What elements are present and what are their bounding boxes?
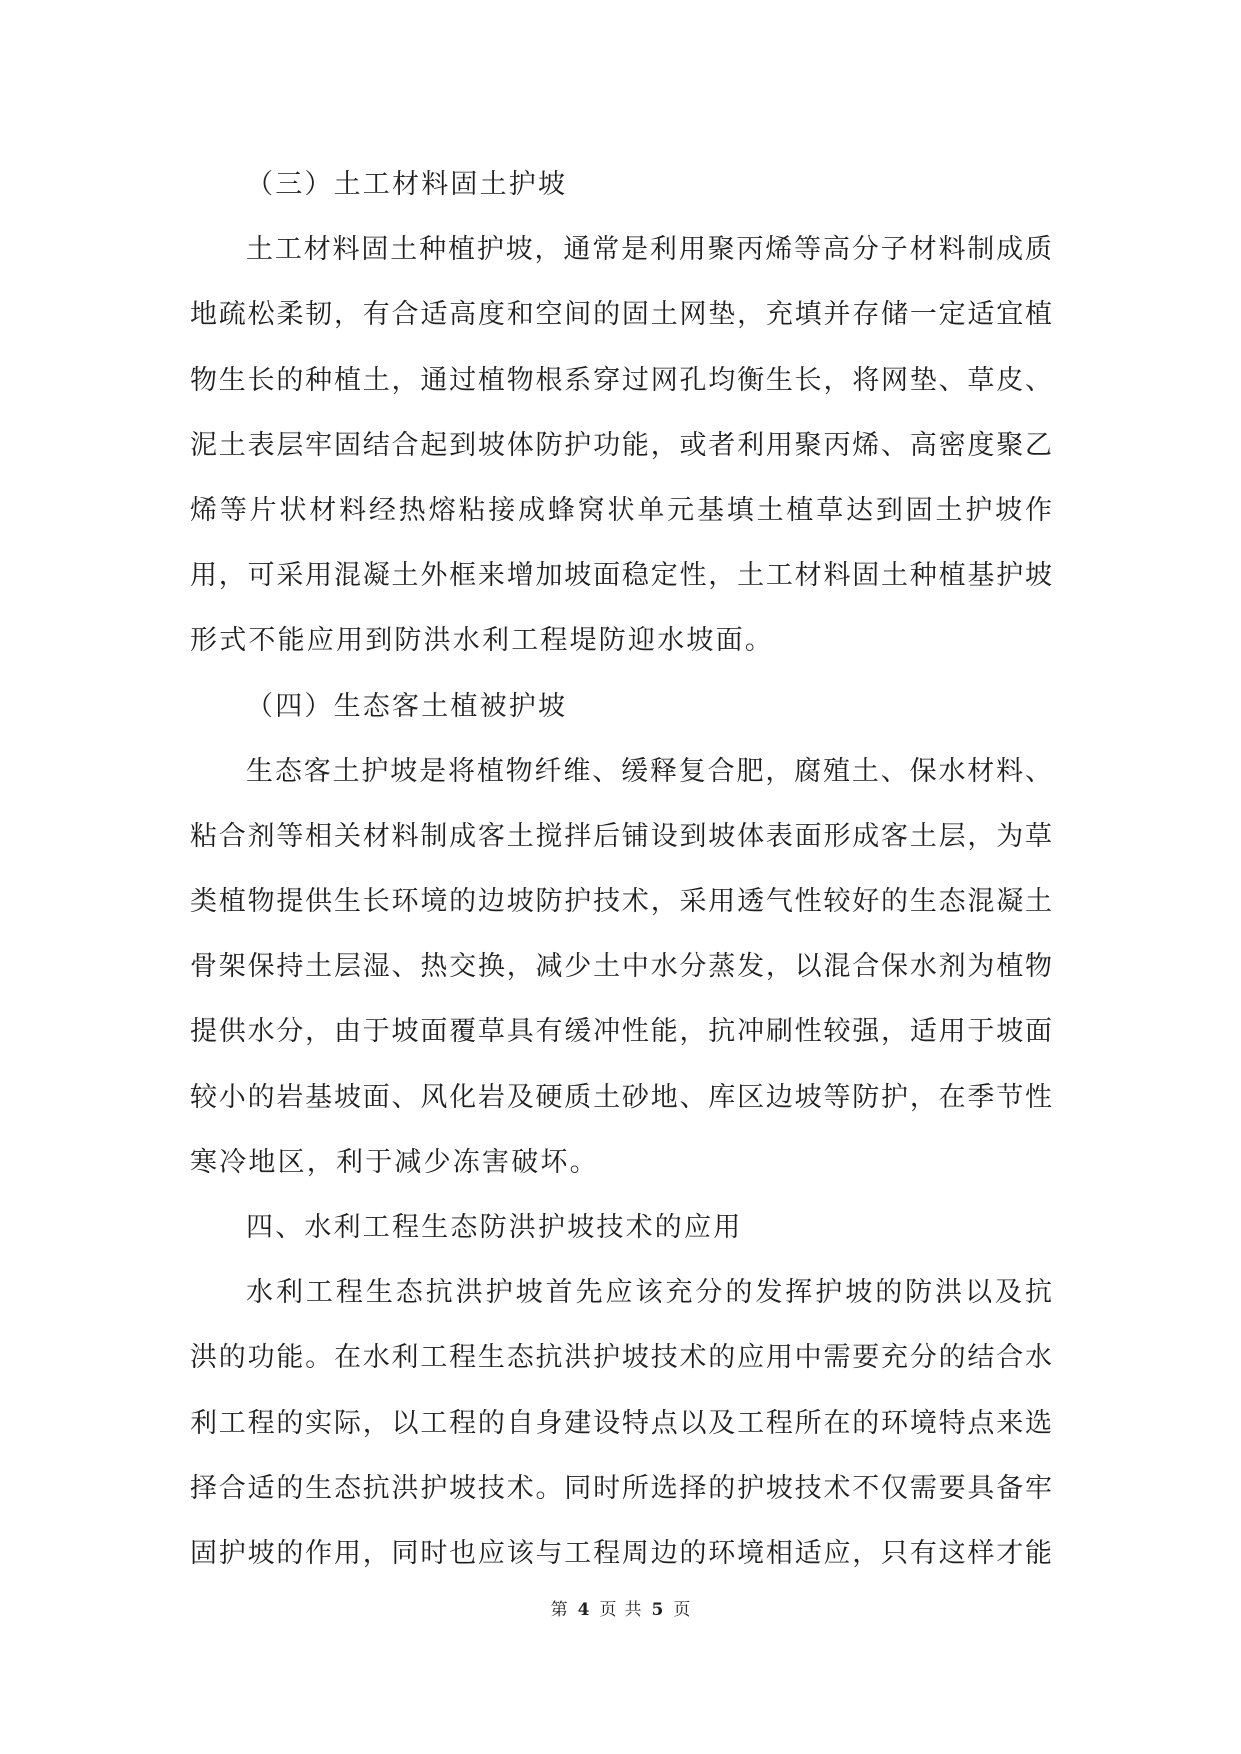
footer-suffix: 页 xyxy=(673,1600,691,1620)
paragraph-line: 类植物提供生长环境的边坡防护技术，采用透气性较好的生态混凝土 xyxy=(190,886,1052,918)
footer-total-word: 共 xyxy=(624,1600,642,1620)
paragraph-line: 较小的岩基坡面、风化岩及硬质土砂地、库区边坡等防护，在季节性 xyxy=(190,1081,1052,1113)
paragraph-line: 形式不能应用到防洪水利工程堤防迎水坡面。 xyxy=(190,625,774,657)
heading-eco-soil-slope: （四）生态客土植被护坡 xyxy=(246,690,568,722)
paragraph-line: 择合适的生态抗洪护坡技术。同时所选择的护坡技术不仅需要具备牢 xyxy=(190,1472,1052,1504)
heading-section-four: 四、水利工程生态防洪护坡技术的应用 xyxy=(246,1212,743,1243)
paragraph-line: 用，可采用混凝土外框来增加坡面稳定性，土工材料固土种植基护坡 xyxy=(190,560,1052,592)
paragraph-line: 地疏松柔韧，有合适高度和空间的固土网垫，充填并存储一定适宜植 xyxy=(190,299,1052,331)
paragraph-line: 寒冷地区，利于减少冻害破坏。 xyxy=(190,1146,599,1178)
heading-geotextile-slope: （三）土工材料固土护坡 xyxy=(246,169,568,200)
paragraph-line: 生态客土护坡是将植物纤维、缓释复合肥，腐殖土、保水材料、 xyxy=(246,755,1052,787)
footer-page-word: 页 xyxy=(599,1600,617,1620)
paragraph-line: 固护坡的作用，同时也应该与工程周边的环境相适应，只有这样才能 xyxy=(190,1537,1052,1569)
paragraph-line: 骨架保持土层湿、热交换，减少土中水分蒸发，以混合保水剂为植物 xyxy=(190,951,1052,983)
paragraph-line: 提供水分，由于坡面覆草具有缓冲性能，抗冲刷性较强，适用于坡面 xyxy=(190,1016,1052,1048)
page-footer xyxy=(0,1598,1241,1622)
total-pages-number: 5 xyxy=(651,1600,664,1620)
paragraph-line: 土工材料固土种植护坡，通常是利用聚丙烯等高分子材料制成质 xyxy=(246,234,1052,266)
paragraph-line: 粘合剂等相关材料制成客土搅拌后铺设到坡体表面形成客土层，为草 xyxy=(190,820,1052,852)
current-page-number: 4 xyxy=(577,1600,590,1620)
paragraph-line: 物生长的种植土，通过植物根系穿过网孔均衡生长，将网垫、草皮、 xyxy=(190,364,1052,396)
body-text xyxy=(190,152,1052,1586)
paragraph-line: 泥土表层牢固结合起到坡体防护功能，或者利用聚丙烯、高密度聚乙 xyxy=(190,429,1052,461)
paragraph-line: 水利工程生态抗洪护坡首先应该充分的发挥护坡的防洪以及抗 xyxy=(246,1277,1052,1309)
paragraph-line: 烯等片状材料经热熔粘接成蜂窝状单元基填土植草达到固土护坡作 xyxy=(190,494,1052,526)
paragraph-line: 利工程的实际，以工程的自身建设特点以及工程所在的环境特点来选 xyxy=(190,1407,1052,1439)
paragraph-line: 洪的功能。在水利工程生态抗洪护坡技术的应用中需要充分的结合水 xyxy=(190,1342,1052,1374)
footer-prefix: 第 xyxy=(550,1600,568,1620)
